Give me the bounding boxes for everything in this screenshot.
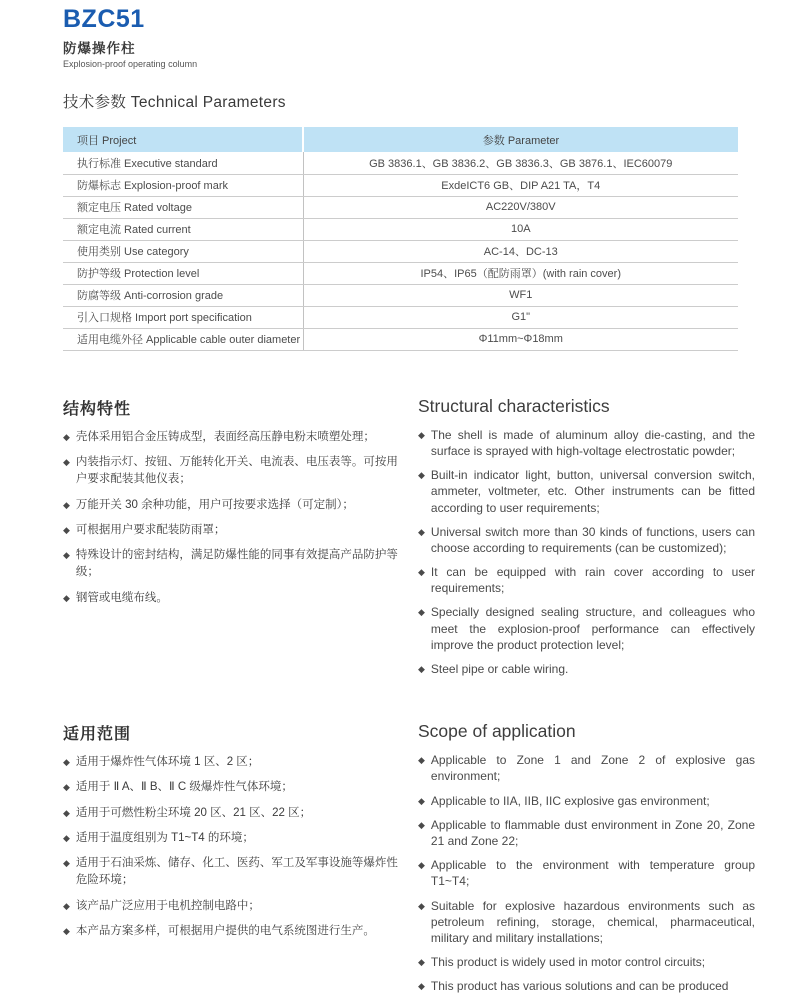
product-model-title: BZC51: [63, 5, 145, 33]
cell-parameter: AC-14、DC-13: [303, 240, 738, 262]
diamond-bullet-icon: ◆: [418, 957, 425, 968]
list-item-text: 本产品方案多样，可根据用户提供的电气系统图进行生产。: [75, 924, 375, 937]
list-item-text: 壳体采用铝合金压铸成型，表面经高压静电粉末喷塑处理；: [75, 430, 375, 443]
product-title-cn: 防爆操作柱: [63, 41, 136, 57]
table-row: [63, 174, 738, 196]
cell-project: 适用电缆外径 Applicable cable outer diameter: [63, 328, 303, 350]
diamond-bullet-icon: ◆: [418, 607, 425, 618]
list-item: [63, 779, 400, 796]
list-item-text: Suitable for explosive hazardous environments such as petroleum refining, storage, chemical, pharmaceutical, military and military installations;: [430, 898, 755, 945]
list-item-text: 适用于石油采炼、储存、化工、医药、军工及军事设施等爆炸性危险环境；: [75, 857, 398, 887]
list-item-text: 特殊设计的密封结构，满足防爆性能的同事有效提高产品防护等级；: [75, 549, 398, 579]
list-item-text: It can be equipped with rain cover according to user requirements;: [430, 565, 755, 596]
list-item: [63, 923, 400, 940]
diamond-bullet-icon: ◆: [418, 470, 425, 481]
cell-project: 引入口规格 Import port specification: [63, 306, 303, 328]
list-item: [418, 954, 755, 970]
table-header-row: [63, 127, 738, 152]
structural-en-column: [418, 396, 755, 677]
diamond-bullet-icon: ◆: [63, 925, 70, 936]
list-item-text: 适用于爆炸性气体环境 1 区、2 区；: [75, 756, 260, 769]
list-item-text: 适用于可燃性粉尘环境 20 区、21 区、22 区；: [75, 806, 312, 819]
list-item: [418, 564, 755, 596]
list-item: [418, 898, 755, 947]
structural-section: [63, 396, 755, 677]
diamond-bullet-icon: ◆: [63, 807, 70, 818]
diamond-bullet-icon: ◆: [63, 858, 70, 869]
list-item-text: Built-in indicator light, button, universal conversion switch, ammeter, voltmeter, etc. Other instruments can be fitted according to user requirements;: [430, 468, 755, 515]
list-item-text: 适用于温度组别为 T1~T4 的环境；: [75, 831, 254, 844]
cell-parameter: 10A: [303, 218, 738, 240]
list-item: [418, 427, 755, 459]
list-item-text: The shell is made of aluminum alloy die-casting, and the surface is sprayed with high-voltage electrostatic powder;: [430, 427, 755, 458]
cell-parameter: GB 3836.1、GB 3836.2、GB 3836.3、GB 3876.1、IEC60079: [303, 152, 738, 174]
list-item: [63, 454, 400, 489]
diamond-bullet-icon: ◆: [418, 664, 425, 674]
list-item: [63, 855, 400, 890]
list-item: [418, 857, 755, 889]
diamond-bullet-icon: ◆: [63, 900, 70, 911]
cell-project: 防护等级 Protection level: [63, 262, 303, 284]
list-item: [63, 429, 400, 446]
cell-project: 使用类别 Use category: [63, 240, 303, 262]
diamond-bullet-icon: ◆: [63, 550, 70, 560]
list-item: [418, 793, 755, 809]
table-row: [63, 240, 738, 262]
diamond-bullet-icon: ◆: [418, 795, 425, 806]
list-item-text: 内装指示灯、按钮、万能转化开关、电流表、电压表等。可按用户要求配装其他仪表；: [75, 456, 398, 486]
table-row: [63, 284, 738, 306]
structural-heading-en: Structural characteristics: [418, 395, 610, 416]
table-row: [63, 196, 738, 218]
diamond-bullet-icon: ◆: [418, 819, 425, 830]
list-item: [63, 898, 400, 915]
list-item-text: Applicable to flammable dust environment in Zone 20, Zone 21 and Zone 22;: [430, 817, 755, 848]
cell-project: 额定电流 Rated current: [63, 218, 303, 240]
list-item-text: 适用于 Ⅱ A、Ⅱ B、Ⅱ C 级爆炸性气体环境；: [75, 781, 293, 794]
diamond-bullet-icon: ◆: [418, 981, 425, 992]
diamond-bullet-icon: ◆: [63, 524, 70, 535]
cell-parameter: IP54、IP65（配防雨罩）(with rain cover): [303, 262, 738, 284]
diamond-bullet-icon: ◆: [418, 860, 425, 871]
table-row: [63, 306, 738, 328]
scope-heading-cn: 适用范围: [63, 726, 132, 744]
tech-params-heading: 技术参数 Technical Parameters: [63, 94, 286, 112]
cell-parameter: ExdeICT6 GB、DIP A21 TA，T4: [303, 174, 738, 196]
structural-list-cn: [63, 429, 400, 607]
list-item-text: Applicable to IIA, IIB, IIC explosive gas environment;: [430, 793, 710, 808]
table-row: [63, 218, 738, 240]
col-header-project: 项目 Project: [63, 127, 303, 152]
diamond-bullet-icon: ◆: [418, 900, 425, 911]
list-item: [63, 590, 400, 607]
scope-en-column: [418, 721, 755, 994]
diamond-bullet-icon: ◆: [63, 782, 70, 793]
cell-project: 额定电压 Rated voltage: [63, 196, 303, 218]
list-item-text: Applicable to Zone 1 and Zone 2 of explosive gas environment;: [430, 753, 755, 784]
structural-cn-column: [63, 396, 400, 677]
scope-heading-en: Scope of application: [418, 721, 576, 742]
scope-list-en: [418, 752, 755, 994]
list-item: [418, 604, 755, 653]
list-item: [63, 547, 400, 582]
list-item: [63, 805, 400, 822]
list-item-text: 该产品广泛应用于电机控制电路中；: [75, 899, 260, 912]
list-item-text: 可根据用户要求配装防雨罩；: [75, 523, 226, 536]
list-item-text: Universal switch more than 30 kinds of functions, users can choose according to requirements (can be customized);: [430, 524, 755, 555]
diamond-bullet-icon: ◆: [418, 755, 425, 766]
list-item: [418, 752, 755, 784]
cell-parameter: WF1: [303, 284, 738, 306]
list-item: [418, 524, 755, 556]
list-item-text: This product is widely used in motor control circuits;: [430, 955, 706, 970]
cell-project: 防腐等级 Anti-corrosion grade: [63, 284, 303, 306]
list-item-text: Steel pipe or cable wiring.: [430, 662, 569, 676]
list-item-text: Applicable to the environment with temperature group T1~T4;: [430, 858, 755, 889]
structural-heading-cn: 结构特性: [63, 400, 132, 418]
list-item-text: 万能开关 30 余种功能，用户可按要求选择（可定制）；: [75, 498, 354, 511]
list-item-text: 钢管或电缆布线。: [75, 591, 168, 604]
table-row: [63, 152, 738, 174]
diamond-bullet-icon: ◆: [418, 567, 425, 578]
list-item: [63, 497, 400, 514]
list-item: [418, 661, 755, 677]
cell-parameter: AC220V/380V: [303, 196, 738, 218]
scope-section: [63, 721, 755, 994]
cell-project: 防爆标志 Explosion-proof mark: [63, 174, 303, 196]
list-item: [63, 754, 400, 771]
list-item: [63, 522, 400, 539]
list-item: [418, 467, 755, 516]
col-header-parameter: 参数 Parameter: [303, 127, 738, 152]
list-item: [418, 978, 755, 994]
scope-list-cn: [63, 754, 400, 940]
table-row: [63, 328, 738, 350]
product-title-en: Explosion-proof operating column: [63, 59, 198, 70]
scope-cn-column: [63, 721, 400, 994]
diamond-bullet-icon: ◆: [63, 592, 70, 603]
structural-list-en: [418, 427, 755, 677]
table-row: [63, 262, 738, 284]
diamond-bullet-icon: ◆: [418, 526, 425, 537]
diamond-bullet-icon: ◆: [63, 499, 70, 510]
cell-parameter: Φ11mm~Φ18mm: [303, 328, 738, 350]
diamond-bullet-icon: ◆: [63, 757, 70, 768]
diamond-bullet-icon: ◆: [63, 431, 70, 442]
list-item: [418, 817, 755, 849]
list-item: [63, 830, 400, 847]
cell-project: 执行标准 Executive standard: [63, 152, 303, 174]
cell-parameter: G1": [303, 306, 738, 328]
page-header: [63, 6, 755, 69]
diamond-bullet-icon: ◆: [63, 832, 70, 843]
diamond-bullet-icon: ◆: [418, 429, 425, 440]
tech-params-table: [63, 127, 738, 351]
list-item-text: This product has various solutions and can be produced: [430, 979, 729, 994]
diamond-bullet-icon: ◆: [63, 457, 70, 467]
list-item-text: Specially designed sealing structure, and colleagues who meet the explosion-proof performance can effectively improve the product protection level;: [430, 605, 755, 652]
